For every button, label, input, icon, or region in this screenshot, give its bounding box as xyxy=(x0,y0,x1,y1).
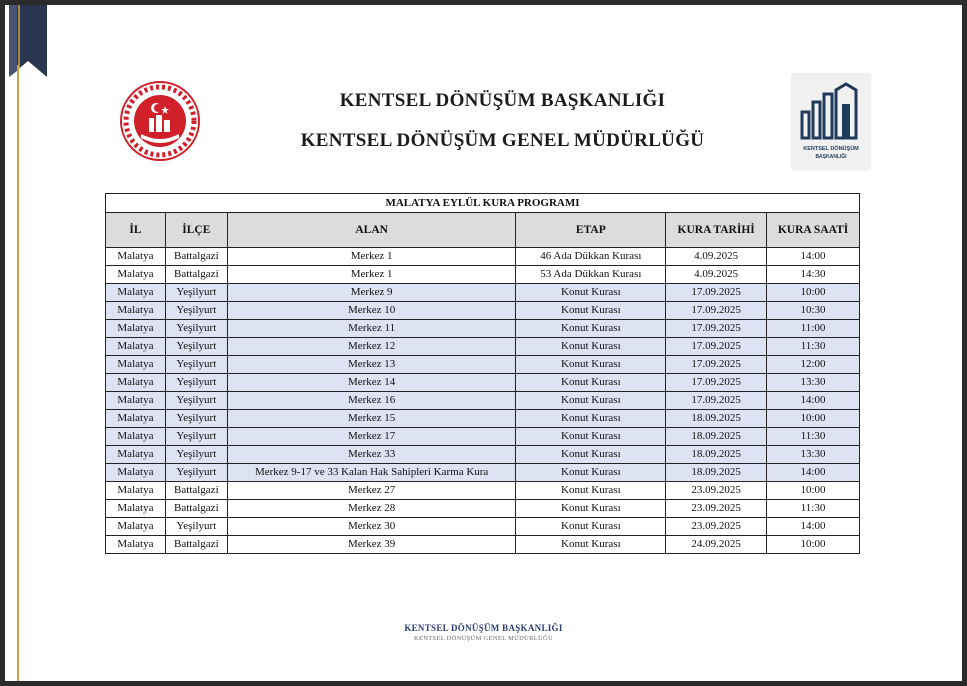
cell-il: Malatya xyxy=(106,500,166,518)
table-row xyxy=(106,284,860,302)
cell-il: Malatya xyxy=(106,446,166,464)
column-header-ilce: İLÇE xyxy=(165,213,227,248)
cell-il: Malatya xyxy=(106,248,166,266)
cell-kura-saati: 10:00 xyxy=(767,284,860,302)
cell-ilce: Yeşilyurt xyxy=(165,356,227,374)
table-row xyxy=(106,446,860,464)
cell-ilce: Battalgazi xyxy=(165,248,227,266)
cell-kura-tarihi: 23.09.2025 xyxy=(666,500,767,518)
cell-kura-tarihi: 18.09.2025 xyxy=(666,464,767,482)
cell-etap: Konut Kurası xyxy=(516,482,666,500)
cell-kura-saati: 10:00 xyxy=(767,482,860,500)
cell-etap: Konut Kurası xyxy=(516,500,666,518)
cell-etap: Konut Kurası xyxy=(516,446,666,464)
cell-kura-tarihi: 23.09.2025 xyxy=(666,518,767,536)
cell-alan: Merkez 33 xyxy=(227,446,516,464)
cell-etap: Konut Kurası xyxy=(516,320,666,338)
cell-il: Malatya xyxy=(106,266,166,284)
cell-ilce: Yeşilyurt xyxy=(165,428,227,446)
cell-alan: Merkez 13 xyxy=(227,356,516,374)
table-row xyxy=(106,302,860,320)
cell-etap: Konut Kurası xyxy=(516,284,666,302)
column-header-il: İL xyxy=(106,213,166,248)
table-row xyxy=(106,356,860,374)
table-row xyxy=(106,338,860,356)
cell-kura-saati: 10:00 xyxy=(767,536,860,554)
table-row xyxy=(106,482,860,500)
table-row xyxy=(106,266,860,284)
right-logo xyxy=(792,74,870,169)
cell-alan: Merkez 1 xyxy=(227,266,516,284)
cell-ilce: Battalgazi xyxy=(165,482,227,500)
table-row xyxy=(106,500,860,518)
cell-ilce: Yeşilyurt xyxy=(165,410,227,428)
table-row xyxy=(106,392,860,410)
table-header-row xyxy=(106,213,860,248)
cell-etap: Konut Kurası xyxy=(516,428,666,446)
kura-program-table xyxy=(105,193,860,554)
table-row xyxy=(106,536,860,554)
cell-alan: Merkez 15 xyxy=(227,410,516,428)
cell-alan: Merkez 14 xyxy=(227,374,516,392)
header-titles xyxy=(205,88,800,154)
cell-kura-saati: 14:00 xyxy=(767,392,860,410)
cell-il: Malatya xyxy=(106,284,166,302)
cell-kura-tarihi: 24.09.2025 xyxy=(666,536,767,554)
column-header-etap: ETAP xyxy=(516,213,666,248)
cell-etap: Konut Kurası xyxy=(516,392,666,410)
column-header-alan: ALAN xyxy=(227,213,516,248)
cell-il: Malatya xyxy=(106,338,166,356)
cell-alan: Merkez 12 xyxy=(227,338,516,356)
cell-alan: Merkez 11 xyxy=(227,320,516,338)
cell-il: Malatya xyxy=(106,464,166,482)
cell-kura-saati: 14:00 xyxy=(767,248,860,266)
cell-il: Malatya xyxy=(106,374,166,392)
cell-ilce: Yeşilyurt xyxy=(165,464,227,482)
table-row xyxy=(106,248,860,266)
cell-kura-tarihi: 17.09.2025 xyxy=(666,302,767,320)
cell-ilce: Battalgazi xyxy=(165,500,227,518)
cell-il: Malatya xyxy=(106,356,166,374)
cell-ilce: Battalgazi xyxy=(165,266,227,284)
document-page xyxy=(5,5,962,681)
cell-etap: 46 Ada Dükkan Kurası xyxy=(516,248,666,266)
cell-ilce: Yeşilyurt xyxy=(165,302,227,320)
right-logo-caption-2: BAŞKANLIĞI xyxy=(815,154,847,160)
footer-line-2: KENTSEL DÖNÜŞÜM GENEL MÜDÜRLÜĞÜ xyxy=(414,635,553,642)
header-title-1: KENTSEL DÖNÜŞÜM BAŞKANLIĞI xyxy=(339,90,666,111)
cell-etap: Konut Kurası xyxy=(516,302,666,320)
cell-ilce: Battalgazi xyxy=(165,536,227,554)
cell-il: Malatya xyxy=(106,518,166,536)
cell-kura-saati: 12:00 xyxy=(767,356,860,374)
gold-margin-line xyxy=(17,65,19,681)
cell-il: Malatya xyxy=(106,392,166,410)
cell-kura-saati: 11:00 xyxy=(767,320,860,338)
cell-kura-saati: 10:30 xyxy=(767,302,860,320)
cell-etap: Konut Kurası xyxy=(516,536,666,554)
cell-etap: Konut Kurası xyxy=(516,410,666,428)
table-row xyxy=(106,410,860,428)
cell-alan: Merkez 30 xyxy=(227,518,516,536)
cell-il: Malatya xyxy=(106,428,166,446)
cell-etap: 53 Ada Dükkan Kurası xyxy=(516,266,666,284)
cell-etap: Konut Kurası xyxy=(516,518,666,536)
ministry-seal-icon xyxy=(119,80,201,162)
cell-alan: Merkez 17 xyxy=(227,428,516,446)
table-row xyxy=(106,374,860,392)
cell-il: Malatya xyxy=(106,320,166,338)
cell-ilce: Yeşilyurt xyxy=(165,338,227,356)
cell-kura-tarihi: 17.09.2025 xyxy=(666,374,767,392)
cell-kura-tarihi: 18.09.2025 xyxy=(666,428,767,446)
cell-alan: Merkez 27 xyxy=(227,482,516,500)
footer-line-1: KENTSEL DÖNÜŞÜM BAŞKANLIĞI xyxy=(404,623,563,633)
cell-kura-tarihi: 23.09.2025 xyxy=(666,482,767,500)
table-row xyxy=(106,464,860,482)
cell-alan: Merkez 9 xyxy=(227,284,516,302)
cell-kura-tarihi: 18.09.2025 xyxy=(666,446,767,464)
cell-ilce: Yeşilyurt xyxy=(165,446,227,464)
cell-kura-tarihi: 17.09.2025 xyxy=(666,392,767,410)
cell-kura-tarihi: 17.09.2025 xyxy=(666,356,767,374)
cell-kura-saati: 10:00 xyxy=(767,410,860,428)
cell-alan: Merkez 1 xyxy=(227,248,516,266)
column-header-kura-saati: KURA SAATİ xyxy=(767,213,860,248)
cell-kura-saati: 11:30 xyxy=(767,428,860,446)
cell-etap: Konut Kurası xyxy=(516,464,666,482)
cell-kura-saati: 13:30 xyxy=(767,446,860,464)
cell-kura-saati: 14:00 xyxy=(767,518,860,536)
cell-kura-tarihi: 17.09.2025 xyxy=(666,320,767,338)
footer xyxy=(5,623,962,642)
cell-kura-tarihi: 4.09.2025 xyxy=(666,266,767,284)
cell-il: Malatya xyxy=(106,536,166,554)
cell-alan: Merkez 10 xyxy=(227,302,516,320)
cell-kura-tarihi: 18.09.2025 xyxy=(666,410,767,428)
header-title-2: KENTSEL DÖNÜŞÜM GENEL MÜDÜRLÜĞÜ xyxy=(300,130,705,151)
table-caption: MALATYA EYLÜL KURA PROGRAMI xyxy=(106,194,860,213)
cell-kura-tarihi: 17.09.2025 xyxy=(666,284,767,302)
cell-kura-saati: 14:30 xyxy=(767,266,860,284)
table-body xyxy=(106,248,860,554)
right-logo-caption-1: KENTSEL DÖNÜŞÜM xyxy=(803,146,859,152)
table-row xyxy=(106,320,860,338)
cell-alan: Merkez 28 xyxy=(227,500,516,518)
cell-alan: Merkez 16 xyxy=(227,392,516,410)
cell-kura-saati: 11:30 xyxy=(767,500,860,518)
cell-kura-saati: 11:30 xyxy=(767,338,860,356)
cell-alan: Merkez 9-17 ve 33 Kalan Hak Sahipleri Karma Kura xyxy=(227,464,516,482)
cell-ilce: Yeşilyurt xyxy=(165,284,227,302)
cell-alan: Merkez 39 xyxy=(227,536,516,554)
cell-kura-saati: 13:30 xyxy=(767,374,860,392)
cell-kura-tarihi: 17.09.2025 xyxy=(666,338,767,356)
cell-il: Malatya xyxy=(106,410,166,428)
cell-etap: Konut Kurası xyxy=(516,356,666,374)
table-row xyxy=(106,428,860,446)
cell-etap: Konut Kurası xyxy=(516,338,666,356)
cell-il: Malatya xyxy=(106,302,166,320)
corner-ribbon-icon xyxy=(9,5,49,77)
cell-il: Malatya xyxy=(106,482,166,500)
cell-kura-saati: 14:00 xyxy=(767,464,860,482)
column-header-kura-tarihi: KURA TARİHİ xyxy=(666,213,767,248)
building-towers-icon xyxy=(792,78,870,144)
cell-ilce: Yeşilyurt xyxy=(165,518,227,536)
cell-kura-tarihi: 4.09.2025 xyxy=(666,248,767,266)
cell-ilce: Yeşilyurt xyxy=(165,320,227,338)
cell-ilce: Yeşilyurt xyxy=(165,392,227,410)
table-row xyxy=(106,518,860,536)
table-caption-row xyxy=(106,194,860,213)
cell-ilce: Yeşilyurt xyxy=(165,374,227,392)
cell-etap: Konut Kurası xyxy=(516,374,666,392)
